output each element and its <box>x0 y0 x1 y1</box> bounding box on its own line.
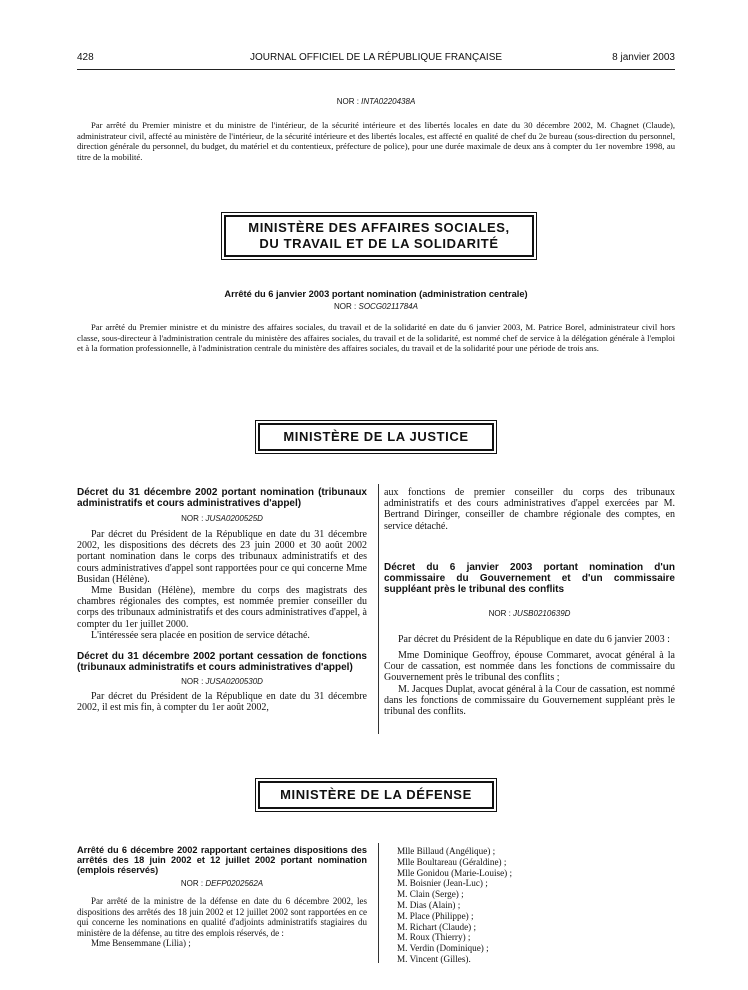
decret2-paragraph-1: Par décret du Président de la République en date du 31 décembre 2002, il est mis fin, à compter du 1er août 2002, <box>77 691 367 714</box>
justice-left-column <box>77 487 367 713</box>
list-item: M. Place (Philippe) ; <box>397 910 474 921</box>
defense-right-column <box>397 846 667 965</box>
decret1-title: Décret du 31 décembre 2002 portant nomination (tribunaux administratifs et cours administratives d'appel) <box>77 487 367 509</box>
arrete-defense-nor: NOR : DEFP0202562A <box>180 879 264 888</box>
ministry-defense-label: MINISTÈRE DE LA DÉFENSE <box>280 787 472 802</box>
intro-section <box>77 97 675 162</box>
decret1-paragraph-3: L'intéressée sera placée en position de service détaché. <box>91 629 310 641</box>
decret3-nor: NOR : JUSB0210639D <box>488 608 571 618</box>
decret1-paragraph-2: Mme Busidan (Hélène), membre du corps des magistrats des chambres régionales des comptes, est nommée premier conseiller du corps des tribunaux administratifs et des cours administratives d'appel, à compter du 1er juillet 2000. <box>77 585 367 630</box>
page-number: 428 <box>77 52 94 63</box>
running-header <box>77 52 675 70</box>
list-item: M. Vincent (Gilles). <box>397 953 471 964</box>
list-item: Mlle Boultareau (Géraldine) ; <box>397 856 507 867</box>
column-divider-defense <box>378 843 379 963</box>
decret2-paragraph-continued: aux fonctions de premier conseiller du corps des tribunaux administratifs et des cours administratives d'appel exercées par M. Bertrand Diringer, conseiller de chambre régionale des comptes, en service détaché. <box>384 487 675 532</box>
decret1-nor: NOR : JUSA0200525D <box>181 514 263 523</box>
arrete-defense-paragraph: Par arrêté de la ministre de la défense en date du 6 décembre 2002, les dispositions des arrêtés des 18 juin 2002 et 12 juillet 2002 sont rapportées en ce qui concerne les nominations en qualité d'adjoints administratifs stagiaires du ministère de la défense, au titre des emplois réservés, de : <box>77 896 367 938</box>
column-divider-justice <box>378 484 379 734</box>
names-list <box>397 846 667 965</box>
decret3-title: Décret du 6 janvier 2003 portant nomination d'un commissaire du Gouvernement et d'un commissaire suppléant près le tribunal des conflits <box>384 561 675 595</box>
ministry-justice-label: MINISTÈRE DE LA JUSTICE <box>283 429 469 444</box>
decret2-title: Décret du 31 décembre 2002 portant cessation de fonctions (tribunaux administratifs et cours administratives d'appel) <box>77 651 367 674</box>
issue-date: 8 janvier 2003 <box>612 52 675 63</box>
intro-nor: NOR : INTA0220438A <box>336 97 416 106</box>
list-item: M. Verdin (Dominique) ; <box>397 943 489 954</box>
ministry-justice-box <box>255 420 497 454</box>
ministry-defense-box <box>255 778 497 812</box>
list-item: M. Boisnier (Jean-Luc) ; <box>397 878 488 889</box>
decret3-paragraph-2: Mme Dominique Geoffroy, épouse Commaret, avocat général à la Cour de cassation, est nommée dans les fonctions de commissaire du Gouvernement près le tribunal des conflits ; <box>384 650 675 684</box>
defense-left-column <box>77 845 367 949</box>
decret2-nor: NOR : JUSA0200530D <box>181 677 263 687</box>
journal-title: JOURNAL OFFICIEL DE LA RÉPUBLIQUE FRANÇAISE <box>249 52 503 63</box>
justice-right-column <box>384 487 675 717</box>
arrete-defense-title: Arrêté du 6 décembre 2002 rapportant certaines dispositions des arrêtés des 18 juin 2002 et 12 juillet 2002 portant nomination (emplois réservés) <box>77 845 367 875</box>
decret3-paragraph-1: Par décret du Président de la République en date du 6 janvier 2003 : <box>398 633 670 645</box>
ministry-social-box <box>221 212 537 260</box>
list-item: M. Clain (Serge) ; <box>397 889 464 900</box>
list-item: M. Roux (Thierry) ; <box>397 932 471 943</box>
arrete-social-section <box>77 289 675 354</box>
intro-paragraph: Par arrêté du Premier ministre et du ministre de l'intérieur, de la sécurité intérieure et des libertés locales en date du 30 décembre 2002, M. Chagnet (Claude), administrateur civil, affecté au ministère de l'intérieur, de la sécurité intérieure et des libertés locales, est affecté en qualité de chef du 2e bureau (sous-direction du personnel, direction générale du personnel, du budget, du matériel et du contentieux, préfecture de police), pour une durée maximale de deux ans à compter du 1er novembre 1998, au titre de la mobilité. <box>77 120 675 162</box>
arrete-social-nor: NOR : SOCG0211784A <box>334 302 418 311</box>
arrete-social-paragraph: Par arrêté du Premier ministre et du ministre des affaires sociales, du travail et de la solidarité en date du 6 janvier 2003, M. Patrice Borel, administrateur civil hors classe, sous-directeur à l'administration centrale du ministère des affaires sociales, du travail et de la solidarité, est nommé chef de service à la délégation générale à l'emploi et à la formation professionnelle, à l'administration centrale du ministère des affaires sociales, du travail et de la solidarité pour une période de trois ans. <box>77 322 675 354</box>
arrete-defense-first-name: Mme Bensemmane (Lilia) ; <box>91 938 191 949</box>
list-item: Mlle Gonidou (Marie-Louise) ; <box>397 867 513 878</box>
ministry-social-line2: DU TRAVAIL ET DE LA SOLIDARITÉ <box>259 236 499 251</box>
list-item: M. Richart (Claude) ; <box>397 921 477 932</box>
arrete-social-title: Arrêté du 6 janvier 2003 portant nomination (administration centrale) <box>224 289 528 299</box>
list-item: Mlle Billaud (Angélique) ; <box>397 846 496 856</box>
list-item: M. Dias (Alain) ; <box>397 899 461 910</box>
ministry-social-line1: MINISTÈRE DES AFFAIRES SOCIALES, <box>248 220 510 235</box>
decret3-paragraph-3: M. Jacques Duplat, avocat général à la Cour de cassation, est nommé dans les fonctions de commissaire du Gouvernement suppléant près le tribunal des conflits. <box>384 683 675 718</box>
decret1-paragraph-1: Par décret du Président de la République en date du 31 décembre 2002, les dispositions des décrets des 23 juin 2000 et 30 août 2002 portant nomination dans le corps des tribunaux administratifs et des cours administratives d'appel sont rapportées pour ce qui concerne Mme Busidan (Hélène). <box>77 529 367 585</box>
